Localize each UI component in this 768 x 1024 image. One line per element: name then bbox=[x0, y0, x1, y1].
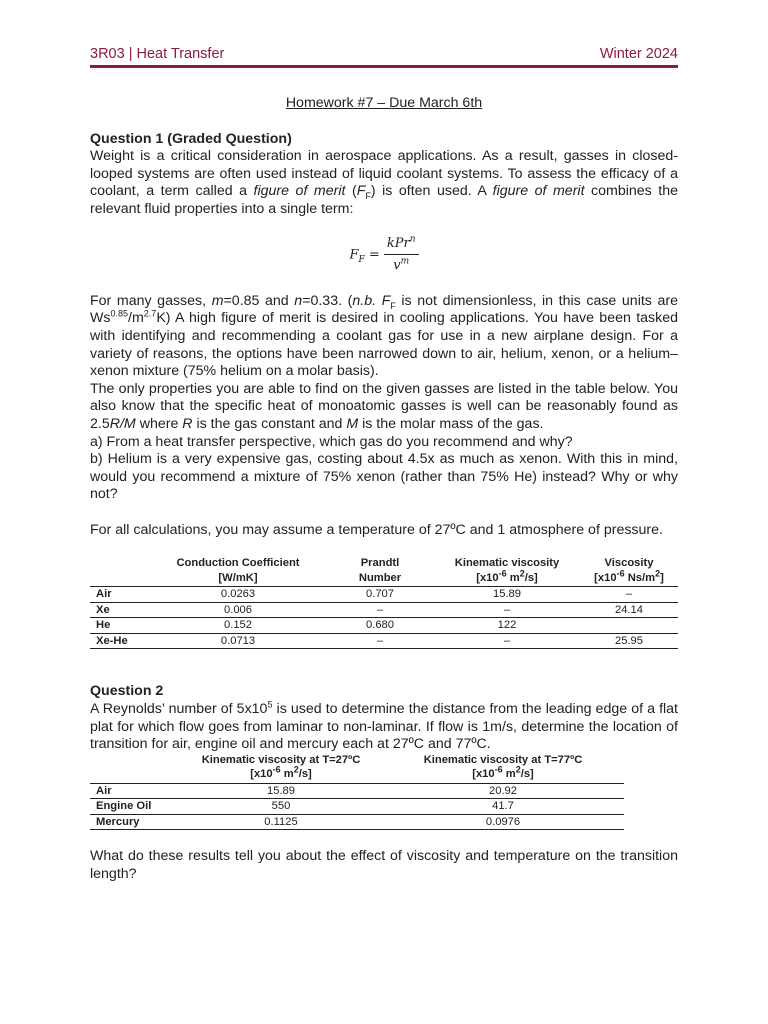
table-row: He 0.152 0.680 122 bbox=[90, 618, 678, 634]
document-body bbox=[90, 95, 678, 884]
question-1-intro: Weight is a critical consideration in aerospace applications. As a result, gasses in closed-looped systems are often used instead of liquid coolant systems. To assess the efficacy of a coolant, a term called a figure of merit $(F_F)$ is often used. A figure of merit combines the relevant fluid properties into a single term: bbox=[90, 148, 679, 217]
question-2-intro: A Reynolds’ number of $5x10^5$ is used to determine the distance from the leading edge of a flat plat for which flow goes from laminar to non-laminar. If flow is 1m/s, determine the location of transition for air, engine oil and mercury each at 27ºC and 77ºC. bbox=[90, 699, 678, 753]
question-2-followup: What do these results tell you about the effect of viscosity and temperature on the transition length? bbox=[90, 848, 678, 882]
question-1-part-a: a) From a heat transfer perspective, which gas do you recommend and why? bbox=[90, 433, 573, 450]
figure-of-merit-formula: $F_F$ = $\frac{kPr^n}{v^m}$ bbox=[90, 235, 678, 275]
table-row: Air 0.0263 0.707 15.89 – bbox=[90, 587, 678, 603]
course-title: 3R03 | Heat Transfer bbox=[90, 46, 225, 62]
table-row: Air 15.89 20.92 bbox=[90, 783, 624, 799]
table-header-row: Conduction Coefficient Prandtl Kinematic viscosity Viscosity bbox=[176, 557, 654, 570]
table-row: Engine Oil 550 41.7 bbox=[90, 799, 624, 815]
question-1-part-b: b) Helium is a very expensive gas, costing about 4.5x as much as xenon. With this in mind, would you recommend a mixture of 75% xenon (rather than 75% He) instead? Why or why not? bbox=[90, 451, 678, 503]
term-label: Winter 2024 bbox=[599, 46, 678, 62]
table-row: Xe 0.006 – – 24.14 bbox=[90, 602, 678, 618]
kinematic-viscosity-table bbox=[90, 754, 624, 831]
table-header-row: Kinematic viscosity at T=27ºC Kinematic viscosity at T=77ºC bbox=[201, 753, 583, 766]
homework-title: Homework #7 – Due March 6th bbox=[285, 95, 483, 111]
question-2-heading: Question 2 bbox=[90, 683, 164, 700]
table-row: Xe-He 0.0713 – – 25.95 bbox=[90, 633, 678, 649]
question-1-paragraph-3: The only properties you are able to find on the given gasses are listed in the table below. You also know that the specific heat of monoatomic gasses is well can be reasonably found as 2.5R/M where R is the gas constant and M is the molar mass of the gas. bbox=[90, 380, 678, 432]
table-header-units-row: [$x10^{-6}$ $m^2/s$] [$x10^{-6}$ $m^2/s$] bbox=[90, 768, 624, 783]
question-1-paragraph-2: For many gasses, m=0.85 and n=0.33. (n.b. $F_F$ is not dimensionless, in this case units are $Ws^{0.85}/m^{2.7}K$) A high figure of merit is desired in cooling applications. You have been tasked with identifying and recommending a coolant gas for use in a new airplane design. For a variety of reasons, the options have been narrowed down to air, helium, xenon, or a helium–xenon mixture (75% helium on a molar basis). bbox=[90, 292, 678, 380]
header-rule bbox=[90, 65, 678, 68]
table-header-units-row: [W/mK] Number [$x10^{-6}$ $m^2/s$] [$x10^{-6}$ $Ns/m^2$] bbox=[90, 572, 678, 587]
page-header bbox=[90, 46, 678, 64]
table-row: Mercury 0.1125 0.0976 bbox=[90, 814, 624, 830]
question-1-assumption: For all calculations, you may assume a temperature of 27ºC and 1 atmosphere of pressure. bbox=[90, 521, 663, 538]
gas-properties-table bbox=[90, 557, 678, 649]
question-1-heading: Question 1 (Graded Question) bbox=[90, 130, 292, 147]
